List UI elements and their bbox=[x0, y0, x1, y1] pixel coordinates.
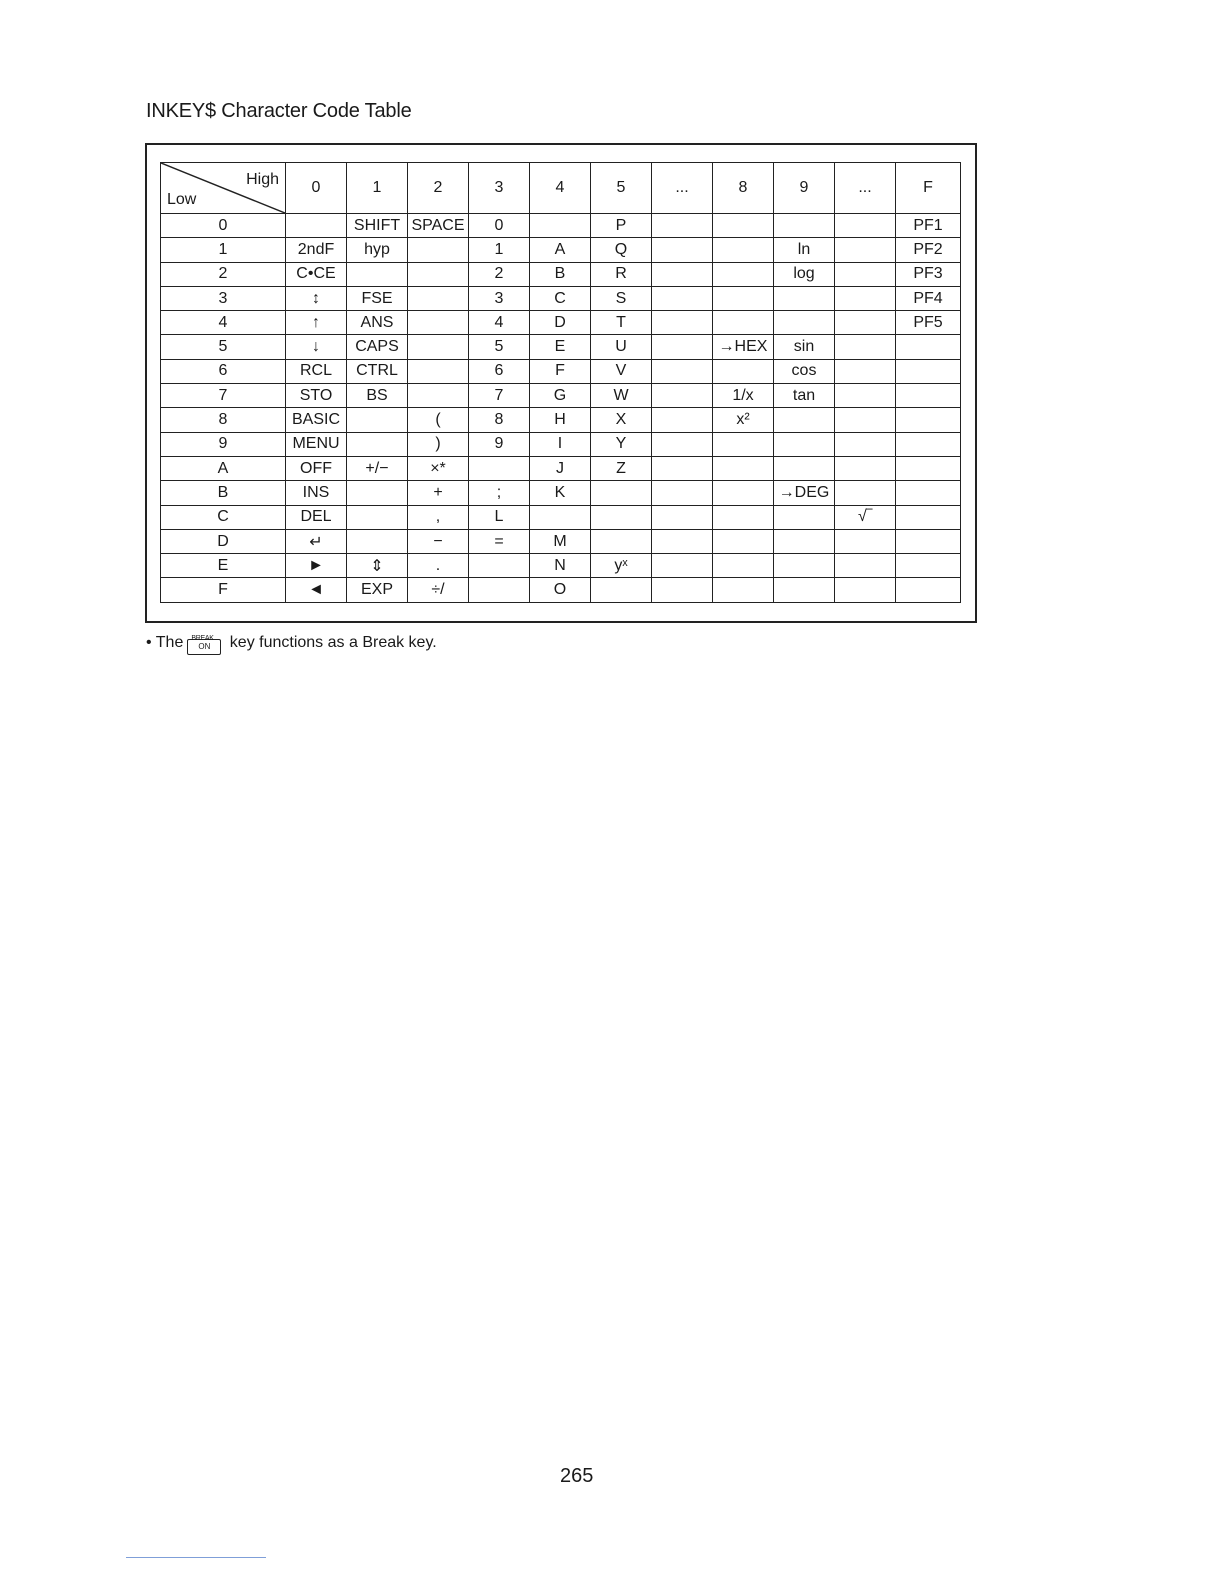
code-cell: ↵ bbox=[286, 529, 347, 553]
code-cell: L bbox=[469, 505, 530, 529]
code-cell bbox=[774, 214, 835, 238]
note-bullet: • bbox=[146, 634, 152, 651]
code-cell: ⇕ bbox=[347, 554, 408, 578]
code-cell bbox=[896, 554, 961, 578]
code-cell: C bbox=[530, 286, 591, 310]
code-cell bbox=[347, 408, 408, 432]
code-cell: ↑ bbox=[286, 311, 347, 335]
code-cell bbox=[469, 456, 530, 480]
code-cell bbox=[835, 311, 896, 335]
code-cell: x² bbox=[713, 408, 774, 432]
code-cell: FSE bbox=[347, 286, 408, 310]
note-prefix: The bbox=[155, 634, 184, 651]
code-cell bbox=[652, 554, 713, 578]
row-header-cell: 5 bbox=[161, 335, 286, 359]
row-header-cell: B bbox=[161, 481, 286, 505]
code-cell bbox=[713, 262, 774, 286]
code-cell: Z bbox=[591, 456, 652, 480]
row-header-cell: 7 bbox=[161, 384, 286, 408]
code-cell bbox=[896, 505, 961, 529]
code-cell bbox=[408, 262, 469, 286]
code-cell: 7 bbox=[469, 384, 530, 408]
code-cell bbox=[591, 481, 652, 505]
code-cell: PF3 bbox=[896, 262, 961, 286]
column-header: 8 bbox=[713, 163, 774, 214]
code-cell: 4 bbox=[469, 311, 530, 335]
code-cell bbox=[774, 311, 835, 335]
code-cell: 1 bbox=[469, 238, 530, 262]
table-row bbox=[161, 481, 961, 505]
code-cell: . bbox=[408, 554, 469, 578]
code-cell: 1/x bbox=[713, 384, 774, 408]
low-label: Low bbox=[167, 191, 197, 208]
code-cell: R bbox=[591, 262, 652, 286]
code-cell: Y bbox=[591, 432, 652, 456]
code-cell: W bbox=[591, 384, 652, 408]
code-cell bbox=[713, 578, 774, 602]
code-cell: ► bbox=[286, 554, 347, 578]
page-number: 265 bbox=[560, 1465, 594, 1487]
key-label: ON bbox=[198, 642, 211, 651]
code-cell: BS bbox=[347, 384, 408, 408]
character-code-table bbox=[160, 162, 961, 603]
key-top-label: BREAK bbox=[191, 635, 214, 642]
code-cell: √‾ bbox=[835, 505, 896, 529]
code-cell bbox=[896, 335, 961, 359]
code-cell: K bbox=[530, 481, 591, 505]
code-cell bbox=[896, 481, 961, 505]
code-cell: I bbox=[530, 432, 591, 456]
code-cell bbox=[835, 432, 896, 456]
code-cell: 6 bbox=[469, 359, 530, 383]
code-cell: Q bbox=[591, 238, 652, 262]
column-header: ... bbox=[835, 163, 896, 214]
table-row bbox=[161, 238, 961, 262]
code-cell bbox=[408, 359, 469, 383]
code-cell: J bbox=[530, 456, 591, 480]
code-cell bbox=[286, 214, 347, 238]
code-cell: U bbox=[591, 335, 652, 359]
code-cell: PF1 bbox=[896, 214, 961, 238]
code-cell: hyp bbox=[347, 238, 408, 262]
code-cell: , bbox=[408, 505, 469, 529]
code-cell bbox=[469, 554, 530, 578]
code-cell: ◄ bbox=[286, 578, 347, 602]
code-cell: H bbox=[530, 408, 591, 432]
code-cell bbox=[835, 238, 896, 262]
code-cell: D bbox=[530, 311, 591, 335]
code-cell: log bbox=[774, 262, 835, 286]
code-cell bbox=[530, 505, 591, 529]
code-cell: SPACE bbox=[408, 214, 469, 238]
code-cell bbox=[591, 529, 652, 553]
code-cell bbox=[713, 554, 774, 578]
code-cell: 0 bbox=[469, 214, 530, 238]
column-header: F bbox=[896, 163, 961, 214]
code-cell bbox=[713, 505, 774, 529]
column-header: 2 bbox=[408, 163, 469, 214]
code-cell bbox=[835, 554, 896, 578]
code-cell: RCL bbox=[286, 359, 347, 383]
code-cell bbox=[835, 578, 896, 602]
code-cell: ; bbox=[469, 481, 530, 505]
table-row bbox=[161, 578, 961, 602]
code-cell bbox=[347, 262, 408, 286]
code-cell bbox=[835, 456, 896, 480]
code-cell bbox=[408, 286, 469, 310]
code-cell bbox=[713, 311, 774, 335]
column-header: 9 bbox=[774, 163, 835, 214]
code-cell: STO bbox=[286, 384, 347, 408]
code-cell: = bbox=[469, 529, 530, 553]
code-cell: ÷/ bbox=[408, 578, 469, 602]
code-cell: →HEX bbox=[713, 335, 774, 359]
code-cell: 2ndF bbox=[286, 238, 347, 262]
code-cell: sin bbox=[774, 335, 835, 359]
code-cell bbox=[652, 286, 713, 310]
on-break-key-icon bbox=[187, 635, 221, 655]
code-cell bbox=[652, 529, 713, 553]
code-cell bbox=[774, 554, 835, 578]
code-cell bbox=[652, 408, 713, 432]
code-cell bbox=[591, 505, 652, 529]
table-row bbox=[161, 456, 961, 480]
code-cell: B bbox=[530, 262, 591, 286]
code-cell: X bbox=[591, 408, 652, 432]
code-cell bbox=[347, 529, 408, 553]
code-cell: + bbox=[408, 481, 469, 505]
code-cell: SHIFT bbox=[347, 214, 408, 238]
code-cell bbox=[774, 456, 835, 480]
code-cell bbox=[896, 432, 961, 456]
corner-header-cell bbox=[161, 163, 286, 214]
code-cell bbox=[835, 384, 896, 408]
code-cell bbox=[652, 456, 713, 480]
code-cell bbox=[774, 286, 835, 310]
code-cell: tan bbox=[774, 384, 835, 408]
code-cell: ANS bbox=[347, 311, 408, 335]
code-cell: cos bbox=[774, 359, 835, 383]
footer-rule bbox=[126, 1557, 266, 1558]
code-cell: 3 bbox=[469, 286, 530, 310]
header-row bbox=[161, 163, 961, 214]
row-header-cell: 9 bbox=[161, 432, 286, 456]
column-header: ... bbox=[652, 163, 713, 214]
code-cell: PF2 bbox=[896, 238, 961, 262]
code-cell bbox=[652, 384, 713, 408]
code-cell bbox=[713, 456, 774, 480]
code-cell bbox=[347, 505, 408, 529]
code-cell: ln bbox=[774, 238, 835, 262]
code-cell bbox=[469, 578, 530, 602]
code-cell: ↓ bbox=[286, 335, 347, 359]
code-cell: G bbox=[530, 384, 591, 408]
code-cell: M bbox=[530, 529, 591, 553]
code-cell bbox=[713, 214, 774, 238]
code-cell bbox=[347, 432, 408, 456]
code-cell bbox=[713, 529, 774, 553]
code-cell: C•CE bbox=[286, 262, 347, 286]
code-cell bbox=[652, 481, 713, 505]
code-cell: V bbox=[591, 359, 652, 383]
code-cell: E bbox=[530, 335, 591, 359]
code-cell: INS bbox=[286, 481, 347, 505]
code-cell: CTRL bbox=[347, 359, 408, 383]
code-cell bbox=[835, 408, 896, 432]
code-cell: S bbox=[591, 286, 652, 310]
row-header-cell: E bbox=[161, 554, 286, 578]
table-row bbox=[161, 262, 961, 286]
code-cell bbox=[835, 214, 896, 238]
code-cell: 2 bbox=[469, 262, 530, 286]
table-row bbox=[161, 554, 961, 578]
code-cell bbox=[835, 262, 896, 286]
code-cell: OFF bbox=[286, 456, 347, 480]
code-cell bbox=[713, 359, 774, 383]
row-header-cell: 3 bbox=[161, 286, 286, 310]
code-cell bbox=[713, 238, 774, 262]
code-cell: ×* bbox=[408, 456, 469, 480]
code-cell bbox=[652, 311, 713, 335]
code-cell: CAPS bbox=[347, 335, 408, 359]
code-cell bbox=[835, 529, 896, 553]
code-cell bbox=[652, 238, 713, 262]
break-key-note bbox=[146, 634, 437, 655]
code-cell: MENU bbox=[286, 432, 347, 456]
page-title: INKEY$ Character Code Table bbox=[146, 100, 412, 122]
code-cell: 8 bbox=[469, 408, 530, 432]
table-row bbox=[161, 311, 961, 335]
code-cell bbox=[408, 384, 469, 408]
code-cell bbox=[774, 578, 835, 602]
code-cell bbox=[896, 578, 961, 602]
code-cell: yˣ bbox=[591, 554, 652, 578]
code-cell: F bbox=[530, 359, 591, 383]
column-header: 4 bbox=[530, 163, 591, 214]
code-cell: →DEG bbox=[774, 481, 835, 505]
code-cell bbox=[347, 481, 408, 505]
table-row bbox=[161, 384, 961, 408]
code-cell bbox=[408, 335, 469, 359]
code-cell bbox=[652, 578, 713, 602]
code-cell: ( bbox=[408, 408, 469, 432]
code-cell bbox=[713, 481, 774, 505]
code-cell: PF5 bbox=[896, 311, 961, 335]
code-cell bbox=[774, 432, 835, 456]
code-cell: BASIC bbox=[286, 408, 347, 432]
code-cell bbox=[652, 262, 713, 286]
note-suffix: key functions as a Break key. bbox=[229, 634, 437, 651]
code-cell bbox=[652, 432, 713, 456]
code-cell bbox=[652, 505, 713, 529]
table-body bbox=[161, 214, 961, 603]
table-row bbox=[161, 432, 961, 456]
code-cell bbox=[835, 286, 896, 310]
row-header-cell: A bbox=[161, 456, 286, 480]
code-cell: DEL bbox=[286, 505, 347, 529]
code-cell bbox=[896, 529, 961, 553]
row-header-cell: 2 bbox=[161, 262, 286, 286]
code-cell bbox=[835, 481, 896, 505]
table-row bbox=[161, 408, 961, 432]
code-cell bbox=[713, 286, 774, 310]
table-row bbox=[161, 359, 961, 383]
code-cell bbox=[530, 214, 591, 238]
code-cell: EXP bbox=[347, 578, 408, 602]
row-header-cell: 0 bbox=[161, 214, 286, 238]
code-cell bbox=[835, 335, 896, 359]
table-row bbox=[161, 335, 961, 359]
row-header-cell: F bbox=[161, 578, 286, 602]
code-cell bbox=[896, 456, 961, 480]
row-header-cell: D bbox=[161, 529, 286, 553]
code-cell bbox=[896, 384, 961, 408]
code-cell bbox=[591, 578, 652, 602]
code-cell: +/− bbox=[347, 456, 408, 480]
column-header: 5 bbox=[591, 163, 652, 214]
code-cell bbox=[774, 408, 835, 432]
code-cell bbox=[652, 335, 713, 359]
code-cell: A bbox=[530, 238, 591, 262]
table-row bbox=[161, 214, 961, 238]
code-cell: P bbox=[591, 214, 652, 238]
column-header: 3 bbox=[469, 163, 530, 214]
code-cell: PF4 bbox=[896, 286, 961, 310]
code-cell bbox=[408, 311, 469, 335]
code-cell: 9 bbox=[469, 432, 530, 456]
code-cell: 5 bbox=[469, 335, 530, 359]
code-cell: N bbox=[530, 554, 591, 578]
code-cell: − bbox=[408, 529, 469, 553]
column-header: 1 bbox=[347, 163, 408, 214]
code-cell bbox=[896, 359, 961, 383]
code-cell bbox=[713, 432, 774, 456]
table-row bbox=[161, 286, 961, 310]
code-cell bbox=[774, 505, 835, 529]
code-cell bbox=[408, 238, 469, 262]
row-header-cell: 8 bbox=[161, 408, 286, 432]
high-label: High bbox=[246, 171, 279, 188]
table-row bbox=[161, 505, 961, 529]
table-row bbox=[161, 529, 961, 553]
code-cell bbox=[896, 408, 961, 432]
row-header-cell: C bbox=[161, 505, 286, 529]
code-cell: T bbox=[591, 311, 652, 335]
code-cell: O bbox=[530, 578, 591, 602]
code-cell: ↕ bbox=[286, 286, 347, 310]
row-header-cell: 4 bbox=[161, 311, 286, 335]
code-cell bbox=[652, 214, 713, 238]
code-cell: ) bbox=[408, 432, 469, 456]
row-header-cell: 1 bbox=[161, 238, 286, 262]
code-cell bbox=[652, 359, 713, 383]
row-header-cell: 6 bbox=[161, 359, 286, 383]
code-cell bbox=[835, 359, 896, 383]
column-header: 0 bbox=[286, 163, 347, 214]
code-cell bbox=[774, 529, 835, 553]
